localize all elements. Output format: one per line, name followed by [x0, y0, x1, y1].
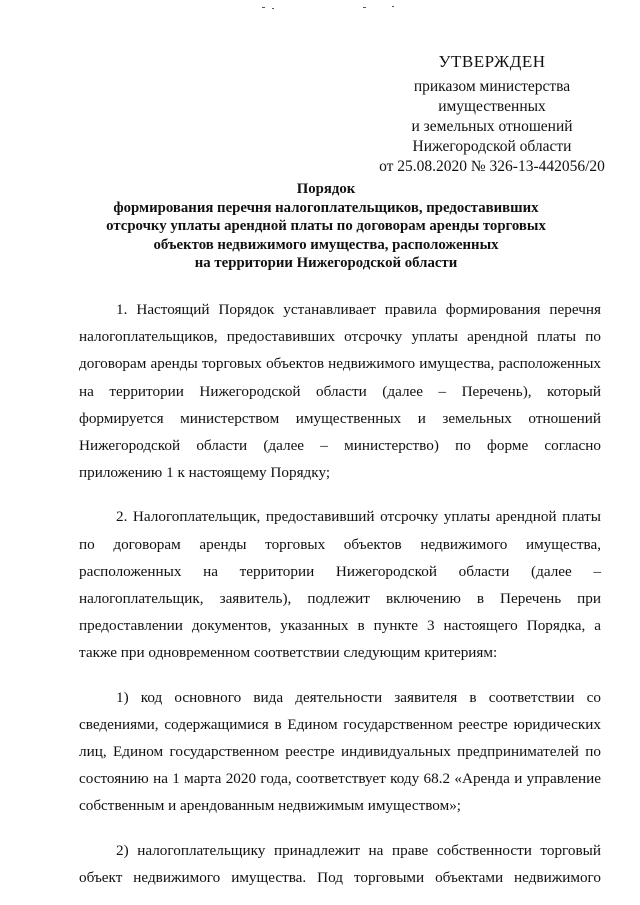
approval-heading: УТВЕРЖДЕН	[438, 52, 546, 71]
title-line: Порядок	[296, 181, 356, 197]
approval-line: и земельных отношений	[411, 118, 573, 135]
paragraph-1: 1. Настоящий Порядок устанавливает правила формирования перечня налогоплательщиков, предоставивших отсрочку уплаты арендной платы по договорам аренды торговых объектов недвижимого имущества, расположенных на территории Нижегородской области (далее – Перечень), который формируется министерством имущественных и земельных отношений Нижегородской области (далее – министерство) по форме согласно приложению 1 к настоящему Порядку;	[79, 301, 601, 482]
approval-order-number: от 25.08.2020 № 326-13-442056/20	[379, 158, 605, 175]
scan-speck	[392, 6, 394, 7]
document-body	[79, 296, 601, 891]
title-line: формирования перечня налогоплательщиков, предоставивших	[113, 199, 539, 216]
approval-line: Нижегородской области	[412, 138, 572, 155]
title-line: отсрочку уплаты арендной платы по договорам аренды торговых	[106, 218, 546, 234]
approval-line: приказом министерства	[413, 78, 571, 95]
scan-speck	[272, 8, 274, 9]
paragraph-2-2: 2) налогоплательщику принадлежит на праве собственности торговый объект недвижимого имущества. Под торговыми объектами недвижимого	[79, 841, 601, 886]
document-title	[60, 180, 592, 273]
paragraph-2: 2. Налогоплательщик, предоставивший отсрочку уплаты арендной платы по договорам аренды торговых объектов недвижимого имущества, расположенных на территории Нижегородской области (далее – налогоплательщик, заявитель), подлежит включению в Перечень при предоставлении документов, указанных в пункте 3 настоящего Порядка, а также при одновременном соответствии следующим критериям:	[79, 508, 601, 662]
title-line: объектов недвижимого имущества, расположенных	[153, 236, 499, 253]
approval-block	[372, 52, 612, 177]
approval-line: имущественных	[438, 98, 546, 115]
scan-speck	[262, 7, 265, 8]
scan-speck	[363, 7, 366, 8]
paragraph-2-1: 1) код основного вида деятельности заявителя в соответствии со сведениями, содержащимися в Едином государственном реестре юридических лиц, Едином государственном реестре индивидуальных предпринимателей по состоянию на 1 марта 2020 года, соответствует коду 68.2 «Аренда и управление собственным и арендованным недвижимым имуществом»;	[79, 688, 601, 815]
title-line: на территории Нижегородской области	[194, 255, 458, 271]
